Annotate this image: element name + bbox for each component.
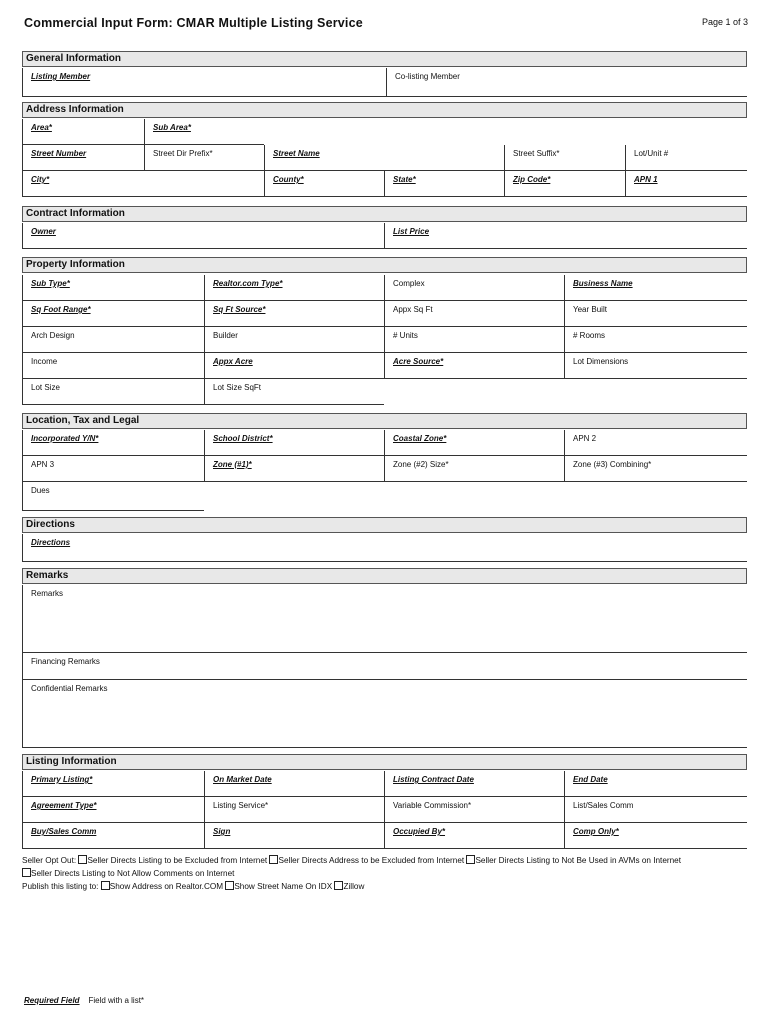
complex-field[interactable] xyxy=(384,275,564,301)
sq-ft-source-field[interactable] xyxy=(204,301,384,327)
publish-label: Publish this listing to: xyxy=(22,882,99,891)
pub-realtor-label: Show Address on Realtor.COM xyxy=(109,882,224,891)
publish-row xyxy=(22,881,364,891)
listing-member-label: Listing Member xyxy=(31,72,91,81)
section-property-information: Property Information xyxy=(22,257,747,273)
section-address-information: Address Information xyxy=(22,102,747,118)
rooms-field[interactable] xyxy=(564,327,747,353)
zone2-label: Zone (#2) Size* xyxy=(393,460,449,469)
end-date-field[interactable] xyxy=(564,771,747,797)
school-district-label: School District* xyxy=(213,434,273,443)
section-contract-information: Contract Information xyxy=(22,206,747,222)
lot-dimensions-label: Lot Dimensions xyxy=(573,357,629,366)
list-sales-comm-label: List/Sales Comm xyxy=(573,801,634,810)
city-field[interactable] xyxy=(22,171,264,197)
street-name-field[interactable] xyxy=(264,145,504,171)
page-number: Page 1 of 3 xyxy=(701,17,748,27)
rooms-label: # Rooms xyxy=(573,331,606,340)
sq-foot-range-field[interactable] xyxy=(22,301,204,327)
street-dir-prefix-field[interactable] xyxy=(144,145,264,171)
opt-no-comments-checkbox[interactable] xyxy=(22,868,31,877)
required-field-legend: Required Field xyxy=(24,996,80,1005)
lot-unit-label: Lot/Unit # xyxy=(634,149,669,158)
owner-label: Owner xyxy=(31,227,56,236)
year-built-label: Year Built xyxy=(573,305,607,314)
apn3-label: APN 3 xyxy=(31,460,55,469)
list-price-label: List Price xyxy=(393,227,430,236)
on-market-date-label: On Market Date xyxy=(213,775,272,784)
city-label: City* xyxy=(31,175,50,184)
acre-source-label: Acre Source* xyxy=(393,357,444,366)
section-directions: Directions xyxy=(22,517,747,533)
listing-service-field[interactable] xyxy=(204,797,384,823)
street-dir-prefix-label: Street Dir Prefix* xyxy=(153,149,213,158)
business-name-label: Business Name xyxy=(573,279,633,288)
builder-field[interactable] xyxy=(204,327,384,353)
variable-commission-field[interactable] xyxy=(384,797,564,823)
financing-remarks-field[interactable] xyxy=(22,653,747,680)
co-listing-member-field[interactable] xyxy=(386,68,747,97)
section-general-information: General Information xyxy=(22,51,747,67)
buy-sales-comm-field[interactable] xyxy=(22,823,204,849)
apn1-field[interactable] xyxy=(625,171,747,197)
apn3-field[interactable] xyxy=(22,456,204,482)
arch-design-field[interactable] xyxy=(22,327,204,353)
opt-exclude-address-label: Seller Directs Address to be Excluded from Internet xyxy=(278,856,465,865)
business-name-field[interactable] xyxy=(564,275,747,301)
income-label: Income xyxy=(31,357,58,366)
dues-label: Dues xyxy=(31,486,50,495)
comp-only-label: Comp Only* xyxy=(573,827,619,836)
area-label: Area* xyxy=(31,123,52,132)
lot-size-label: Lot Size xyxy=(31,383,60,392)
state-label: State* xyxy=(393,175,416,184)
complex-label: Complex xyxy=(393,279,425,288)
incorporated-field[interactable] xyxy=(22,430,204,456)
end-date-label: End Date xyxy=(573,775,608,784)
street-suffix-label: Street Suffix* xyxy=(513,149,560,158)
listing-member-field[interactable] xyxy=(22,68,386,97)
remarks-label: Remarks xyxy=(31,589,64,598)
remarks-field[interactable] xyxy=(22,585,747,653)
state-field[interactable] xyxy=(384,171,504,197)
lot-size-field[interactable] xyxy=(22,379,204,405)
sign-field[interactable] xyxy=(204,823,384,849)
on-market-date-field[interactable] xyxy=(204,771,384,797)
incorporated-label: Incorporated Y/N* xyxy=(31,434,99,443)
seller-opt-out-row-2 xyxy=(22,868,234,878)
agreement-type-field[interactable] xyxy=(22,797,204,823)
comp-only-field[interactable] xyxy=(564,823,747,849)
sq-foot-range-label: Sq Foot Range* xyxy=(31,305,91,314)
street-number-label: Street Number xyxy=(31,149,87,158)
directions-label: Directions xyxy=(31,538,71,547)
pub-idx-label: Show Street Name On IDX xyxy=(234,882,333,891)
agreement-type-label: Agreement Type* xyxy=(31,801,97,810)
county-label: County* xyxy=(273,175,304,184)
street-name-label: Street Name xyxy=(273,149,320,158)
appx-acre-field[interactable] xyxy=(204,353,384,379)
opt-exclude-listing-label: Seller Directs Listing to be Excluded from Internet xyxy=(87,856,268,865)
page-title: Commercial Input Form: CMAR Multiple Listing Service xyxy=(24,16,363,30)
apn1-label: APN 1 xyxy=(634,175,658,184)
sub-type-label: Sub Type* xyxy=(31,279,70,288)
realtor-type-label: Realtor.com Type* xyxy=(213,279,283,288)
zone2-field[interactable] xyxy=(384,456,564,482)
opt-no-comments-label: Seller Directs Listing to Not Allow Comments on Internet xyxy=(31,869,235,878)
listing-contract-date-field[interactable] xyxy=(384,771,564,797)
zip-code-field[interactable] xyxy=(504,171,625,197)
units-label: # Units xyxy=(393,331,418,340)
apn2-label: APN 2 xyxy=(573,434,597,443)
pub-idx-checkbox[interactable] xyxy=(225,881,234,890)
dues-field[interactable] xyxy=(22,482,204,511)
appx-acre-label: Appx Acre xyxy=(213,357,253,366)
list-field-legend: Field with a list* xyxy=(88,996,145,1005)
realtor-type-field[interactable] xyxy=(204,275,384,301)
primary-listing-label: Primary Listing* xyxy=(31,775,93,784)
pub-zillow-label: Zillow xyxy=(343,882,365,891)
builder-label: Builder xyxy=(213,331,238,340)
pub-realtor-checkbox[interactable] xyxy=(101,881,110,890)
listing-contract-date-label: Listing Contract Date xyxy=(393,775,474,784)
footer-legend xyxy=(24,996,144,1005)
section-location-tax-legal: Location, Tax and Legal xyxy=(22,413,747,429)
seller-opt-out-label: Seller Opt Out: xyxy=(22,856,77,865)
zone1-field[interactable] xyxy=(204,456,384,482)
zone3-label: Zone (#3) Combining* xyxy=(573,460,652,469)
lot-size-sqft-label: Lot Size SqFt xyxy=(213,383,262,392)
list-price-field[interactable] xyxy=(384,223,747,249)
acre-source-field[interactable] xyxy=(384,353,564,379)
lot-unit-field[interactable] xyxy=(625,145,747,171)
sub-type-field[interactable] xyxy=(22,275,204,301)
sign-label: Sign xyxy=(213,827,231,836)
primary-listing-field[interactable] xyxy=(22,771,204,797)
county-field[interactable] xyxy=(264,171,384,197)
co-listing-member-label: Co-listing Member xyxy=(395,72,460,81)
directions-field[interactable] xyxy=(22,534,747,562)
apn2-field[interactable] xyxy=(564,430,747,456)
confidential-remarks-field[interactable] xyxy=(22,680,747,748)
seller-opt-out-row xyxy=(22,855,681,865)
section-remarks: Remarks xyxy=(22,568,747,584)
financing-remarks-label: Financing Remarks xyxy=(31,657,100,666)
sub-area-label: Sub Area* xyxy=(153,123,191,132)
lot-size-sqft-field[interactable] xyxy=(204,379,384,405)
list-sales-comm-field[interactable] xyxy=(564,797,747,823)
buy-sales-comm-label: Buy/Sales Comm xyxy=(31,827,97,836)
occupied-by-label: Occupied By* xyxy=(393,827,446,836)
street-number-field[interactable] xyxy=(22,145,144,171)
occupied-by-field[interactable] xyxy=(384,823,564,849)
zip-code-label: Zip Code* xyxy=(513,175,551,184)
appx-sq-ft-label: Appx Sq Ft xyxy=(393,305,433,314)
arch-design-label: Arch Design xyxy=(31,331,75,340)
zone3-field[interactable] xyxy=(564,456,747,482)
section-listing-information: Listing Information xyxy=(22,754,747,770)
lot-dimensions-field[interactable] xyxy=(564,353,747,379)
owner-field[interactable] xyxy=(22,223,384,249)
listing-service-label: Listing Service* xyxy=(213,801,269,810)
appx-sq-ft-field[interactable] xyxy=(384,301,564,327)
coastal-zone-label: Coastal Zone* xyxy=(393,434,447,443)
coastal-zone-field[interactable] xyxy=(384,430,564,456)
sub-area-field[interactable] xyxy=(144,119,264,145)
units-field[interactable] xyxy=(384,327,564,353)
street-suffix-field[interactable] xyxy=(504,145,625,171)
opt-no-avm-label: Seller Directs Listing to Not Be Used in AVMs on Internet xyxy=(475,856,681,865)
year-built-field[interactable] xyxy=(564,301,747,327)
income-field[interactable] xyxy=(22,353,204,379)
sq-ft-source-label: Sq Ft Source* xyxy=(213,305,266,314)
confidential-remarks-label: Confidential Remarks xyxy=(31,684,108,693)
variable-commission-label: Variable Commission* xyxy=(393,801,472,810)
zone1-label: Zone (#1)* xyxy=(213,460,252,469)
area-field[interactable] xyxy=(22,119,144,145)
school-district-field[interactable] xyxy=(204,430,384,456)
